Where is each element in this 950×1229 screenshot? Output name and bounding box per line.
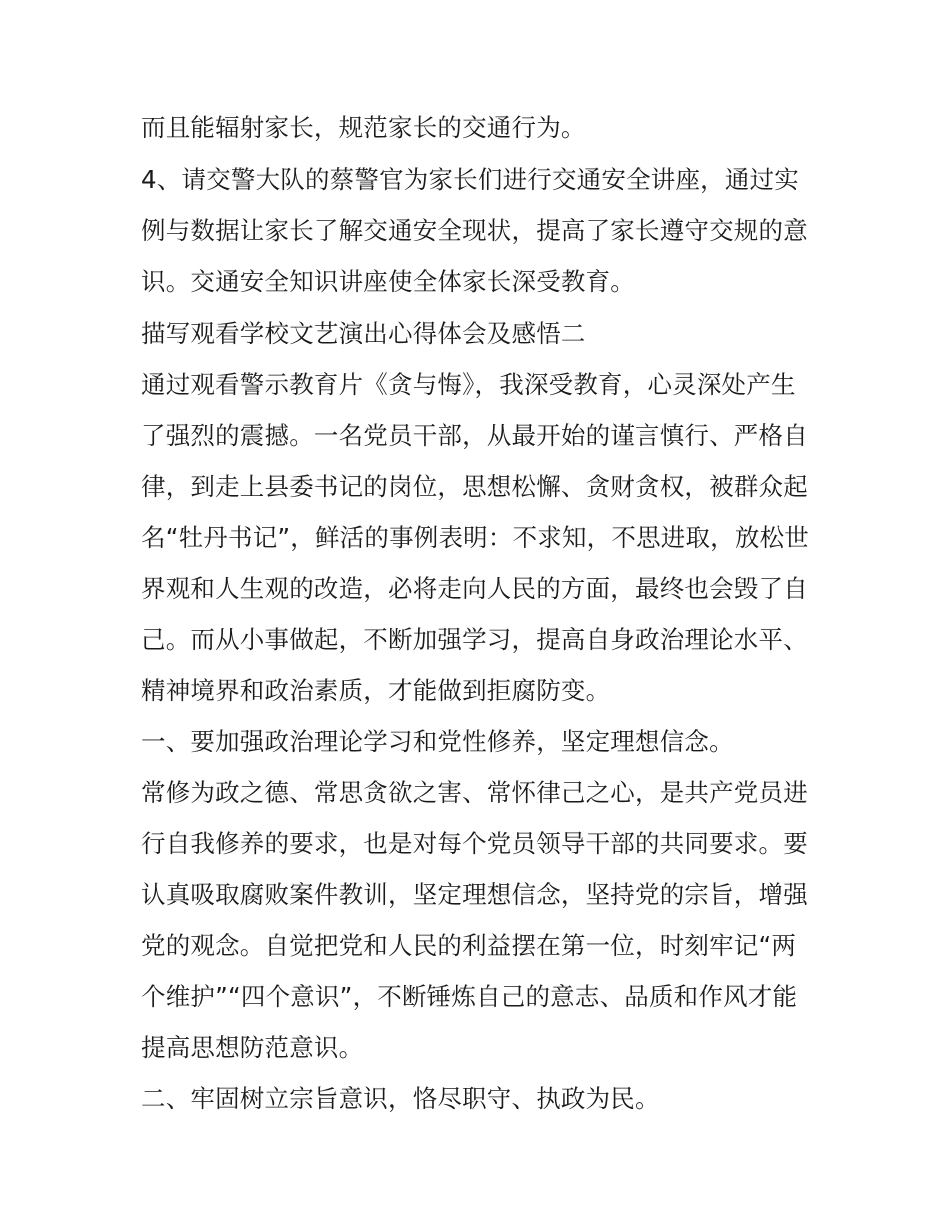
text-line: 识。交通安全知识讲座使全体家长深受教育。 xyxy=(141,267,635,296)
text-line: 己。而从小事做起，不断加强学习，提高自身政治理论水平、 xyxy=(141,625,808,654)
text-line: 了强烈的震撼。一名党员干部，从最开始的谨言慎行、严格自 xyxy=(141,421,808,450)
text-line: 提高思想防范意识。 xyxy=(141,1033,364,1062)
text-line: 名“牡丹书记”，鲜活的事例表明：不求知，不思进取，放松世 xyxy=(141,523,809,552)
text-line: 精神境界和政治素质，才能做到拒腐防变。 xyxy=(141,676,611,705)
text-line: 界观和人生观的改造，必将走向人民的方面，最终也会毁了自 xyxy=(141,574,808,603)
text-line: 律，到走上县委书记的岗位，思想松懈、贪财贪权，被群众起 xyxy=(141,472,808,501)
text-line: 认真吸取腐败案件教训，坚定理想信念，坚持党的宗旨，增强 xyxy=(141,880,808,909)
text-line: 例与数据让家长了解交通安全现状，提高了家长遵守交规的意 xyxy=(141,216,808,245)
text-line: 个维护”“四个意识”，不断锤炼自己的意志、品质和作风才能 xyxy=(141,982,798,1011)
text-line: 行自我修养的要求，也是对每个党员领导干部的共同要求。要 xyxy=(141,829,808,858)
section-heading: 二、牢固树立宗旨意识，恪尽职守、执政为民。 xyxy=(141,1084,660,1113)
text-line: 通过观看警示教育片《贪与悔》，我深受教育，心灵深处产生 xyxy=(141,370,796,399)
section-heading: 一、要加强政治理论学习和党性修养，坚定理想信念。 xyxy=(141,727,734,756)
text-line: 党的观念。自觉把党和人民的利益摆在第一位，时刻牢记“两 xyxy=(141,931,797,960)
text-line: 4、请交警大队的蔡警官为家长们进行交通安全讲座，通过实 xyxy=(141,165,799,194)
text-line: 常修为政之德、常思贪欲之害、常怀律己之心，是共产党员进 xyxy=(141,778,808,807)
section-heading: 描写观看学校文艺演出心得体会及感悟二 xyxy=(141,319,586,348)
text-line: 而且能辐射家长，规范家长的交通行为。 xyxy=(141,113,586,142)
